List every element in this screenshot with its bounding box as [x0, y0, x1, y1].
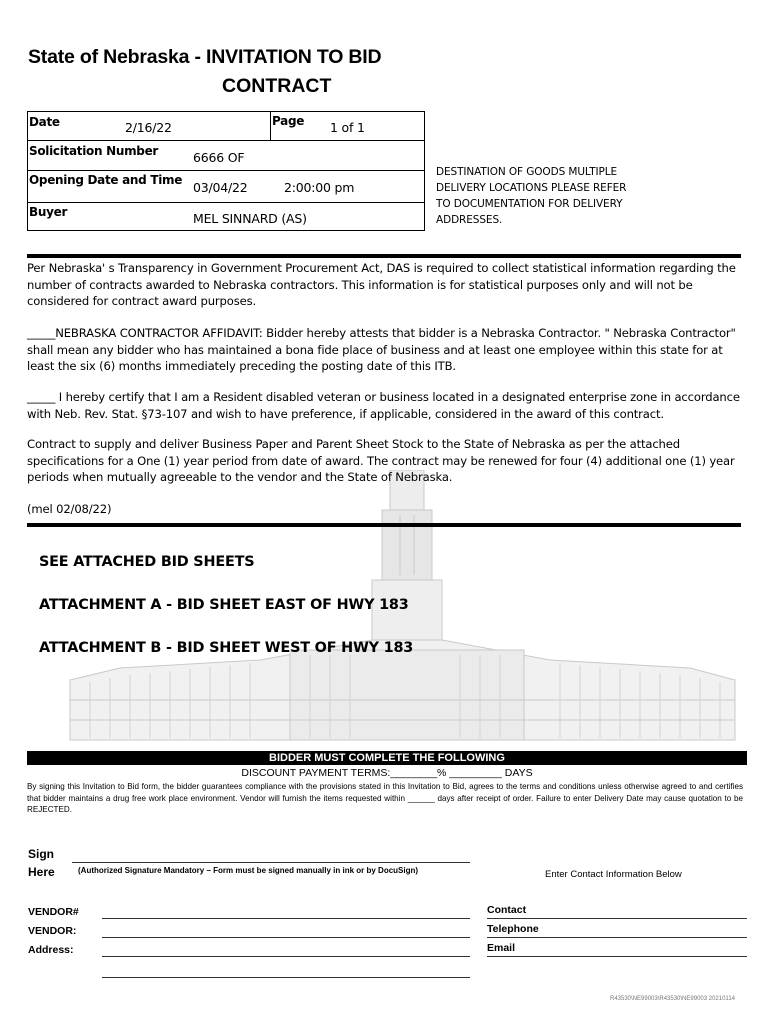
telephone-field[interactable]: [487, 937, 747, 938]
opening-time: 2:00:00 pm: [284, 180, 355, 195]
top-rule: [27, 254, 741, 258]
page-value: 1 of 1: [330, 120, 365, 135]
buyer-label: Buyer: [29, 205, 68, 219]
opening-label: Opening Date and Time: [29, 173, 183, 187]
signing-fine-print: By signing this Invitation to Bid form, the bidder guarantees compliance with the provisions stated in this Invitation to Bid, agrees to the terms and conditions unless otherwise agreed to and certifies that bidder maintains a drug free work place environment. Vendor will furnish the items requested within ______ days after receipt of order. Failure to enter Delivery Date may cause quotation to be REJECTED.: [27, 782, 743, 814]
address-label: Address:: [28, 944, 74, 956]
signature-line[interactable]: [72, 862, 470, 863]
solicitation-label: Solicitation Number: [29, 144, 159, 158]
vendor-name-field[interactable]: [102, 937, 470, 938]
document-title: State of Nebraska - INVITATION TO BID: [28, 46, 382, 68]
bidder-banner: BIDDER MUST COMPLETE THE FOLLOWING: [27, 751, 747, 765]
footer-code: R43530\NE99003\R43530\NE99003 20210114: [610, 996, 735, 1002]
contact-label: Contact: [487, 904, 527, 916]
vendor-number-label: VENDOR#: [28, 906, 79, 918]
destination-note: DESTINATION OF GOODS MULTIPLE DELIVERY LOCATIONS PLEASE REFER TO DOCUMENTATION FOR DELIVERY ADDRESSES.: [436, 166, 627, 226]
attachment-a-heading: ATTACHMENT A - BID SHEET EAST OF HWY 183: [39, 597, 409, 613]
page-label: Page: [272, 114, 305, 128]
email-label: Email: [487, 942, 516, 954]
email-field[interactable]: [487, 956, 747, 957]
header-table: [27, 111, 425, 231]
mel-date-note: (mel 02/08/22): [27, 502, 112, 516]
address-field-line-1[interactable]: [102, 956, 470, 957]
here-label: Here: [28, 865, 55, 879]
contact-info-note: Enter Contact Information Below: [545, 869, 682, 880]
see-attached-heading: SEE ATTACHED BID SHEETS: [39, 554, 255, 570]
contact-field[interactable]: [487, 918, 747, 919]
buyer-value: MEL SINNARD (AS): [193, 211, 307, 226]
address-field-line-2[interactable]: [102, 977, 470, 978]
attachment-b-heading: ATTACHMENT B - BID SHEET WEST OF HWY 183: [39, 640, 414, 656]
discount-payment-terms[interactable]: DISCOUNT PAYMENT TERMS:________% _________ DAYS: [241, 767, 533, 779]
veteran-certification: _____ I hereby certify that I am a Resident disabled veteran or business located in a designated enterprise zone in accordance with Neb. Rev. Stat. §73-107 and wish to have preference, if applicable, considered in the award of this contract.: [27, 390, 740, 421]
signature-note: (Authorized Signature Mandatory – Form must be signed manually in ink or by DocuSign): [78, 866, 419, 875]
opening-date: 03/04/22: [193, 180, 248, 195]
middle-rule: [27, 523, 741, 527]
nebraska-contractor-affidavit: _____NEBRASKA CONTRACTOR AFFIDAVIT: Bidder hereby attests that bidder is a Nebraska Contractor. " Nebraska Contractor" shall mean any bidder who has maintained a bona fide place of business and at least one employee within this state for at least the six (6) months immediately preceding the posting date of this ITB.: [27, 326, 736, 373]
sign-label: Sign: [28, 847, 54, 861]
vendor-label: VENDOR:: [28, 925, 77, 937]
telephone-label: Telephone: [487, 923, 539, 935]
transparency-paragraph: Per Nebraska' s Transparency in Government Procurement Act, DAS is required to collect statistical information regarding the number of contracts awarded to Nebraska contractors. This information is for statistical purposes only and will not be considered for contract award purposes.: [27, 261, 736, 308]
date-value: 2/16/22: [125, 120, 172, 135]
solicitation-value: 6666 OF: [193, 150, 245, 165]
vendor-number-field[interactable]: [102, 918, 470, 919]
document-title-contract: CONTRACT: [222, 75, 332, 97]
contract-description: Contract to supply and deliver Business Paper and Parent Sheet Stock to the State of Nebraska as per the attached specifications for a One (1) year period from date of award. The contract may be renewed for four (4) additional one (1) year periods when mutually agreeable to the vendor and the State of Nebraska.: [27, 437, 735, 484]
date-label: Date: [29, 115, 60, 129]
